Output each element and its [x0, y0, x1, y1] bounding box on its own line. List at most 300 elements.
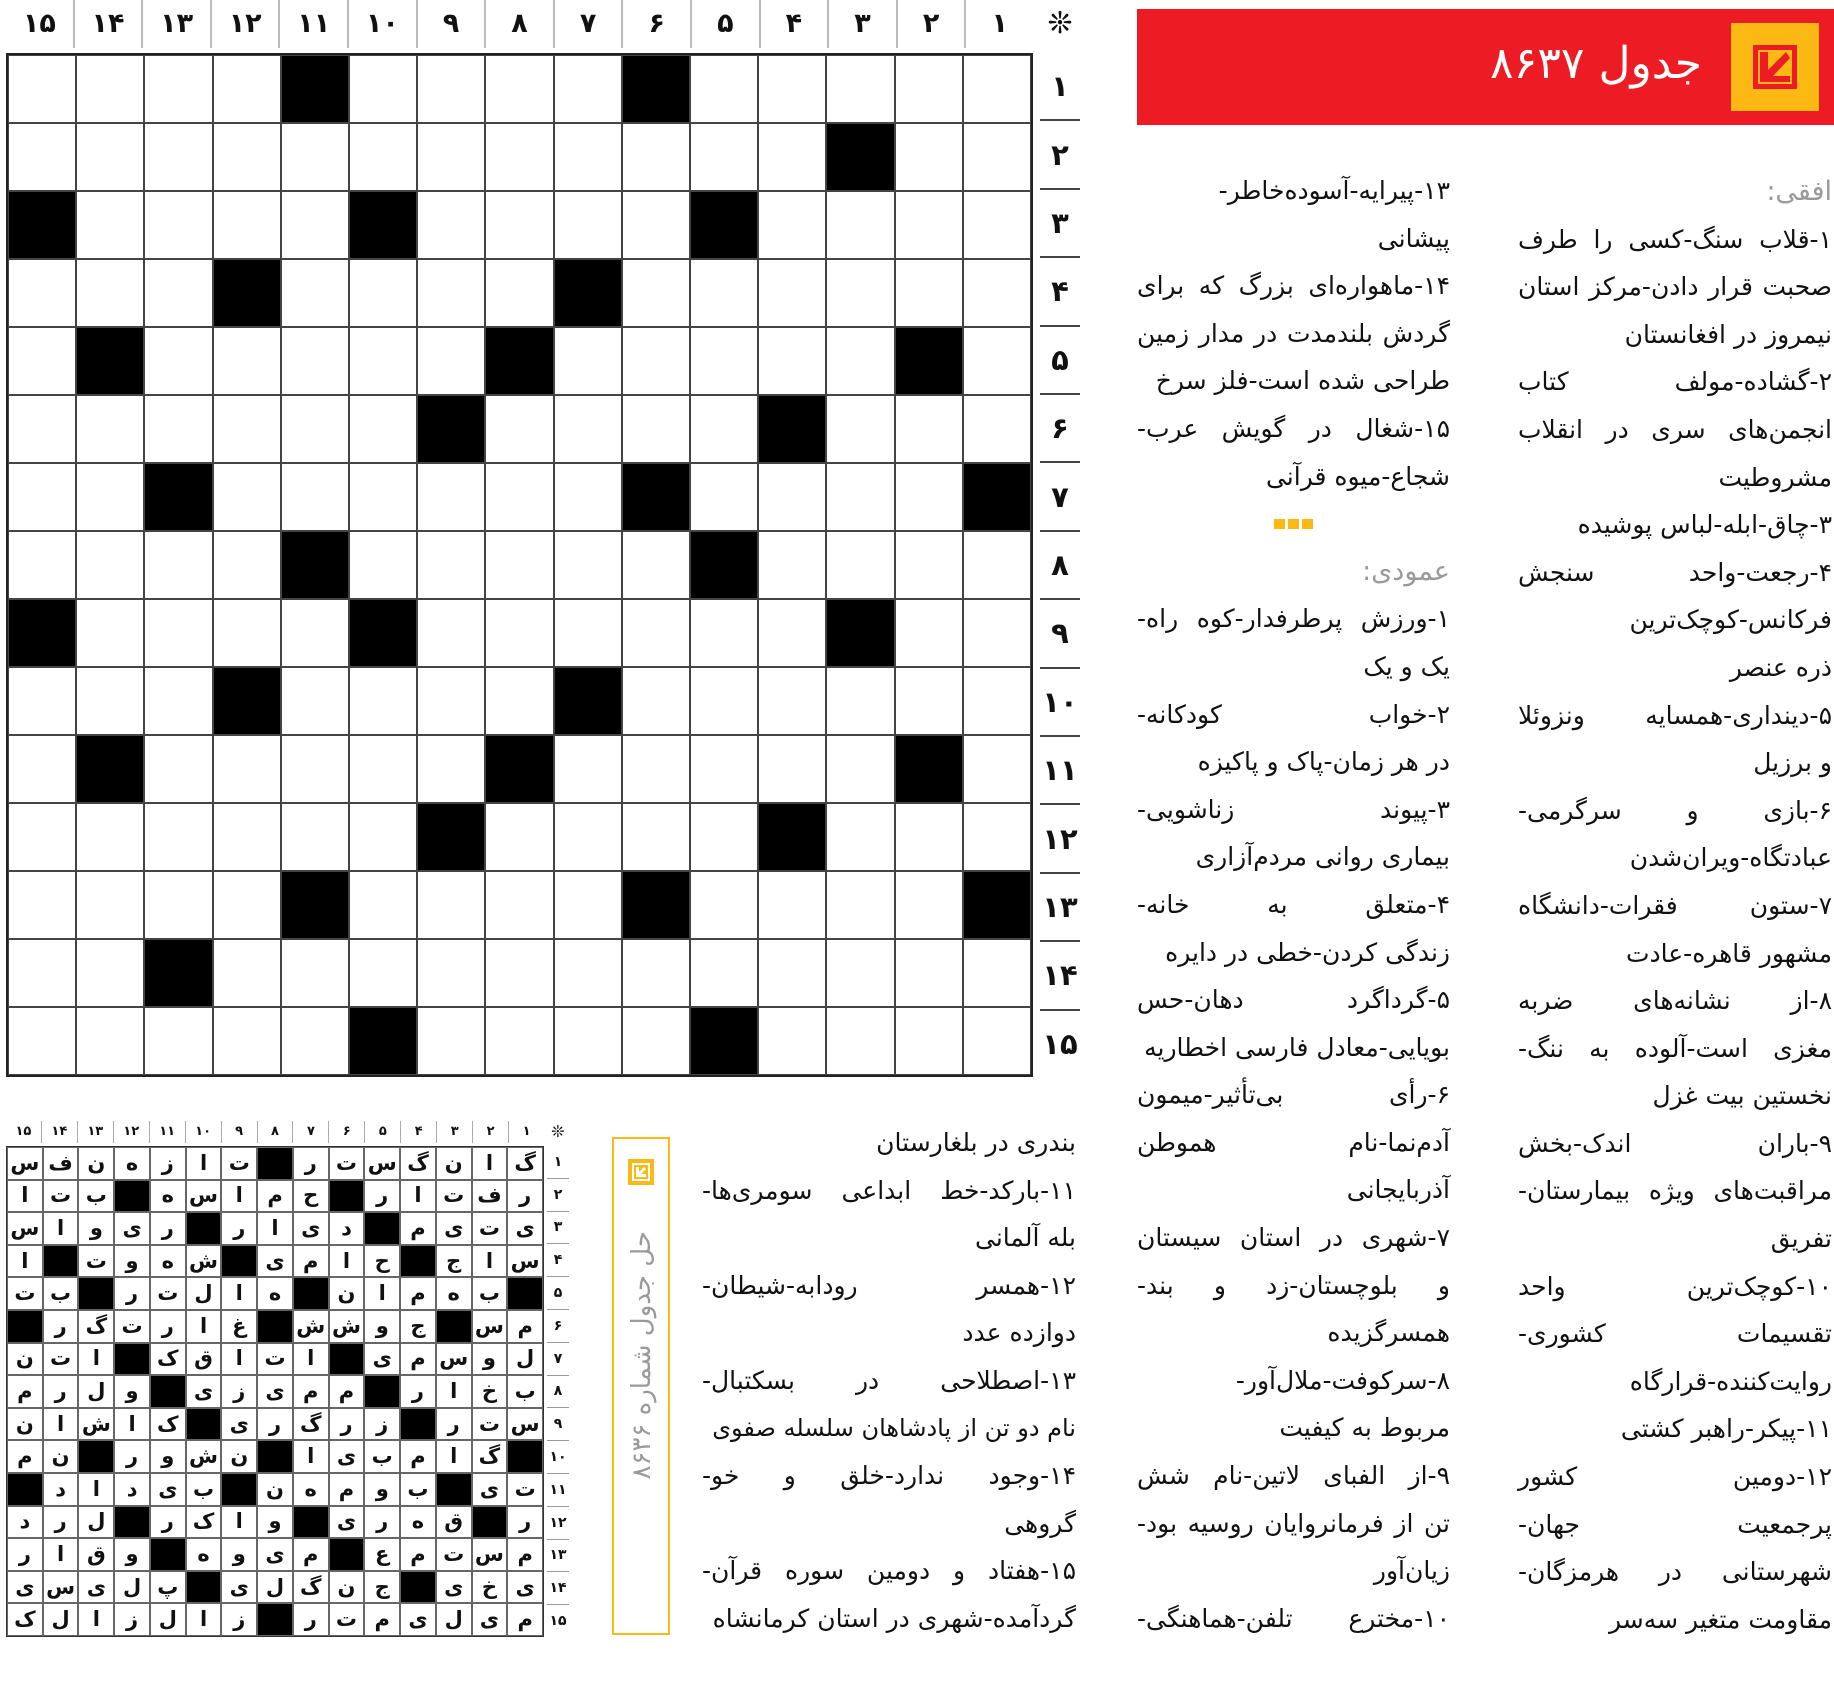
number-label: ۶ — [1040, 393, 1080, 461]
solution-block-cell — [78, 1277, 114, 1310]
solution-letter-cell: ق — [78, 1538, 114, 1571]
grid-empty-cell — [417, 531, 485, 599]
grid-empty-cell — [826, 55, 894, 123]
solution-letter-cell: و — [114, 1375, 150, 1408]
solution-letter-cell: ر — [436, 1408, 472, 1441]
solution-label: حل جدول شماره ۸۶۳۶ — [627, 1231, 657, 1480]
grid-empty-cell — [417, 123, 485, 191]
solution-letter-cell: ت — [436, 1180, 472, 1213]
grid-empty-cell — [690, 463, 758, 531]
solution-letter-cell: ا — [186, 1147, 222, 1180]
grid-empty-cell — [213, 191, 281, 259]
clue-down-13-line: نام دو تن از پادشاهان سلسله صفوی — [712, 1413, 1076, 1442]
clue-across-5-line: ۵-دینداری-همسایه ونزوئلا — [1518, 700, 1832, 730]
solution-letter-cell: ب — [43, 1277, 79, 1310]
solution-letter-cell: ه — [293, 1473, 329, 1506]
number-label: ۳ — [1040, 188, 1080, 256]
grid-empty-cell — [213, 599, 281, 667]
solution-letter-cell: ر — [293, 1603, 329, 1636]
solution-letter-cell: ر — [114, 1277, 150, 1310]
clue-down-8-line: ۸-سرکوفت-ملال‌آور- — [1235, 1365, 1450, 1395]
clue-across-13-line: پیشانی — [1377, 223, 1450, 253]
grid-empty-cell — [213, 939, 281, 1007]
solution-block-cell — [329, 1538, 365, 1571]
solution-letter-cell: ح — [364, 1245, 400, 1278]
solution-letter-cell: ق — [436, 1506, 472, 1539]
solution-block-cell — [150, 1375, 186, 1408]
grid-empty-cell — [690, 599, 758, 667]
grid-empty-cell — [622, 735, 690, 803]
number-label: ۲ — [472, 1121, 508, 1143]
clue-across-6-line: عبادتگاه-ویران‌شدن — [1629, 843, 1832, 873]
grid-empty-cell — [826, 939, 894, 1007]
solution-letter-cell: ک — [150, 1408, 186, 1441]
grid-empty-cell — [758, 1007, 826, 1075]
grid-empty-cell — [213, 463, 281, 531]
grid-empty-cell — [144, 123, 212, 191]
grid-empty-cell — [281, 667, 349, 735]
grid-empty-cell — [963, 327, 1031, 395]
solution-letter-cell: ج — [436, 1245, 472, 1278]
grid-empty-cell — [76, 463, 144, 531]
solution-letter-cell: ت — [329, 1147, 365, 1180]
solution-letter-cell: د — [329, 1212, 365, 1245]
solution-letter-cell: ن — [7, 1408, 43, 1441]
number-label: ۹ — [1040, 598, 1080, 666]
solution-letter-cell: ی — [78, 1571, 114, 1604]
clue-across-11-line: ۱۱-پیکر-راهبر کشتی — [1620, 1414, 1832, 1444]
grid-empty-cell — [895, 803, 963, 871]
solution-letter-cell: ا — [221, 1277, 257, 1310]
clue-across-7-line: مشهور قاهره-عادت — [1625, 938, 1832, 968]
grid-empty-cell — [963, 259, 1031, 327]
solution-letter-cell: و — [150, 1440, 186, 1473]
grid-empty-cell — [349, 123, 417, 191]
solution-letter-cell: ا — [400, 1180, 436, 1213]
grid-empty-cell — [213, 55, 281, 123]
number-label: ۱۵ — [22, 8, 56, 39]
grid-empty-cell — [213, 1007, 281, 1075]
solution-letter-cell: ع — [364, 1538, 400, 1571]
clue-across-13-line: ۱۳-پیرایه-آسوده‌خاطر- — [1218, 176, 1450, 205]
solution-letter-cell: ا — [78, 1473, 114, 1506]
solution-letter-cell: ن — [436, 1147, 472, 1180]
solution-letter-cell: د — [43, 1473, 79, 1506]
solution-block-cell — [364, 1212, 400, 1245]
solution-letter-cell: ت — [329, 1603, 365, 1636]
solution-block-cell — [114, 1506, 150, 1539]
solution-letter-cell: ن — [43, 1440, 79, 1473]
clue-down-3-line: ۳-پیوند زناشویی- — [1137, 794, 1450, 824]
grid-block-cell — [622, 463, 690, 531]
solution-block-cell — [186, 1212, 222, 1245]
number-label: ۴ — [547, 1243, 569, 1276]
grid-empty-cell — [554, 395, 622, 463]
grid-block-cell — [349, 191, 417, 259]
clue-across-2-line: انجمن‌های سری در انقلاب — [1518, 414, 1832, 444]
grid-block-cell — [690, 191, 758, 259]
grid-empty-cell — [417, 871, 485, 939]
solution-letter-cell: ا — [472, 1147, 508, 1180]
number-label: ۲ — [1040, 119, 1080, 187]
solution-letter-cell: ی — [293, 1212, 329, 1245]
solution-letter-cell: ت — [7, 1277, 43, 1310]
grid-empty-cell — [690, 803, 758, 871]
grid-empty-cell — [895, 463, 963, 531]
solution-letter-cell: ر — [114, 1440, 150, 1473]
clue-down-6-line: آدم‌نما-نام هموطن — [1137, 1127, 1450, 1157]
grid-empty-cell — [963, 803, 1031, 871]
solution-letter-cell: م — [293, 1245, 329, 1278]
grid-empty-cell — [281, 463, 349, 531]
grid-block-cell — [485, 327, 553, 395]
grid-block-cell — [622, 871, 690, 939]
number-label: ۱ — [553, 1153, 563, 1170]
solution-letter-cell: ت — [114, 1310, 150, 1343]
clue-down-13-line: ۱۳-اصطلاحی در بسکتبال- — [702, 1365, 1076, 1395]
solution-block-cell — [43, 1245, 79, 1278]
grid-empty-cell — [690, 123, 758, 191]
number-label: ۱۱ — [1040, 735, 1080, 803]
number-label: ۸ — [257, 1121, 293, 1143]
grid-empty-cell — [826, 871, 894, 939]
clue-down-7-line: و بلوچستان-زد و بند- — [1137, 1270, 1450, 1300]
solution-block-cell — [114, 1180, 150, 1213]
solution-letter-cell: ل — [507, 1343, 543, 1376]
solution-letter-cell: س — [436, 1343, 472, 1376]
clue-across-1-line: نیمروز در افغانستان — [1624, 319, 1832, 349]
clue-down-12-line: ۱۲-همسر رودابه-شیطان- — [702, 1270, 1076, 1300]
clue-across-12-line: پرجمعیت جهان- — [1518, 1509, 1832, 1539]
grid-empty-cell — [895, 123, 963, 191]
number-label: ۱۰ — [185, 1121, 221, 1143]
solution-block-cell — [507, 1440, 543, 1473]
clue-down-6-line: ۶-رأی بی‌تأثیر-میمون — [1137, 1080, 1450, 1110]
grid-empty-cell — [758, 531, 826, 599]
grid-empty-cell — [144, 871, 212, 939]
solution-letter-cell: م — [329, 1473, 365, 1506]
solution-letter-cell: ل — [436, 1603, 472, 1636]
across-heading: افقی: — [1766, 176, 1832, 207]
solution-block-cell — [400, 1408, 436, 1441]
solution-letter-cell: ر — [257, 1408, 293, 1441]
grid-empty-cell — [554, 463, 622, 531]
grid-empty-cell — [76, 599, 144, 667]
solution-letter-cell: م — [400, 1440, 436, 1473]
solution-letter-cell: م — [364, 1603, 400, 1636]
grid-empty-cell — [213, 531, 281, 599]
solution-letter-cell: ش — [293, 1310, 329, 1343]
grid-empty-cell — [554, 191, 622, 259]
grid-empty-cell — [758, 871, 826, 939]
grid-empty-cell — [554, 55, 622, 123]
solution-letter-cell: ق — [186, 1343, 222, 1376]
solution-letter-cell: م — [329, 1375, 365, 1408]
solution-letter-cell: ه — [186, 1538, 222, 1571]
grid-empty-cell — [213, 735, 281, 803]
grid-empty-cell — [417, 55, 485, 123]
separator-square — [1274, 519, 1285, 529]
grid-empty-cell — [213, 803, 281, 871]
solution-letter-cell: ا — [7, 1245, 43, 1278]
grid-empty-cell — [417, 667, 485, 735]
grid-empty-cell — [963, 191, 1031, 259]
grid-empty-cell — [76, 667, 144, 735]
grid-empty-cell — [485, 259, 553, 327]
grid-empty-cell — [895, 531, 963, 599]
grid-empty-cell — [963, 395, 1031, 463]
number-label: ۷ — [553, 0, 622, 48]
solution-letter-cell: ب — [400, 1473, 436, 1506]
grid-empty-cell — [963, 667, 1031, 735]
grid-empty-cell — [76, 939, 144, 1007]
solution-letter-cell: ر — [329, 1408, 365, 1441]
grid-block-cell — [76, 735, 144, 803]
grid-empty-cell — [281, 395, 349, 463]
solution-letter-cell: ن — [221, 1440, 257, 1473]
grid-empty-cell — [281, 1007, 349, 1075]
solution-letter-cell: س — [43, 1571, 79, 1604]
grid-block-cell — [758, 803, 826, 871]
clue-across-12-line: ۱۲-دومین کشور — [1518, 1462, 1832, 1492]
grid-empty-cell — [895, 1007, 963, 1075]
solution-block-cell — [293, 1506, 329, 1539]
grid-empty-cell — [417, 939, 485, 1007]
grid-block-cell — [622, 55, 690, 123]
clue-across-14-line: گردش بلندمدت در مدار زمین — [1137, 318, 1450, 348]
clue-down-5-line: بویایی-معادل فارسی اخطاریه — [1144, 1032, 1450, 1062]
solution-letter-cell: د — [7, 1506, 43, 1539]
solution-letter-cell: گ — [507, 1147, 543, 1180]
solution-letter-cell: ر — [221, 1212, 257, 1245]
solution-letter-cell: ر — [150, 1310, 186, 1343]
solution-block-cell — [7, 1473, 43, 1506]
solution-letter-cell: م — [293, 1538, 329, 1571]
grid-empty-cell — [485, 55, 553, 123]
solution-letter-cell: ش — [78, 1408, 114, 1441]
solution-block-cell — [221, 1245, 257, 1278]
grid-block-cell — [417, 803, 485, 871]
grid-empty-cell — [758, 735, 826, 803]
grid-empty-cell — [8, 871, 76, 939]
grid-empty-cell — [417, 599, 485, 667]
grid-block-cell — [826, 123, 894, 191]
grid-empty-cell — [690, 327, 758, 395]
solution-letter-cell: ت — [507, 1473, 543, 1506]
clue-down-12-line: دوازده عدد — [962, 1318, 1076, 1348]
clue-down-1-line: ۱-ورزش پرطرفدار-کوه راه- — [1137, 604, 1450, 634]
grid-empty-cell — [349, 803, 417, 871]
solution-letter-cell: ن — [329, 1277, 365, 1310]
grid-row-numbers — [1040, 53, 1080, 1077]
solution-letter-cell: ت — [78, 1245, 114, 1278]
solution-letter-cell: ی — [472, 1603, 508, 1636]
grid-empty-cell — [281, 191, 349, 259]
solution-letter-cell: ل — [43, 1603, 79, 1636]
crossword-grid — [6, 53, 1033, 1077]
solution-letter-cell: ا — [221, 1506, 257, 1539]
solution-letter-cell: ت — [221, 1147, 257, 1180]
solution-block-cell — [329, 1343, 365, 1376]
solution-letter-cell: پ — [150, 1571, 186, 1604]
solution-letter-cell: س — [472, 1310, 508, 1343]
solution-letter-cell: ن — [329, 1571, 365, 1604]
grid-empty-cell — [554, 939, 622, 1007]
solution-block-cell — [293, 1277, 329, 1310]
solution-letter-cell: ز — [150, 1147, 186, 1180]
grid-empty-cell — [554, 599, 622, 667]
grid-empty-cell — [213, 871, 281, 939]
grid-empty-cell — [485, 123, 553, 191]
grid-empty-cell — [281, 259, 349, 327]
clue-across-15-line: ۱۵-شغال در گویش عرب- — [1137, 413, 1450, 443]
grid-column-numbers — [6, 0, 1033, 48]
clue-across-10-line: تقسیمات کشوری- — [1518, 1319, 1832, 1349]
grid-block-cell — [144, 463, 212, 531]
grid-empty-cell — [8, 939, 76, 1007]
grid-block-cell — [144, 939, 212, 1007]
grid-empty-cell — [144, 667, 212, 735]
clue-down-15-line: گردآمده-شهری در استان کرمانشاه — [712, 1603, 1076, 1633]
solution-letter-cell: ر — [43, 1375, 79, 1408]
solution-letter-cell: ج — [400, 1310, 436, 1343]
clue-down-10-line: ۱۰-مخترع تلفن-هماهنگی- — [1137, 1603, 1450, 1633]
grid-empty-cell — [144, 803, 212, 871]
puzzle-header-bar — [1137, 9, 1834, 125]
solution-letter-cell: ک — [186, 1506, 222, 1539]
number-label: ۹ — [416, 0, 485, 48]
grid-empty-cell — [76, 55, 144, 123]
grid-block-cell — [758, 395, 826, 463]
solution-letter-cell: ی — [114, 1212, 150, 1245]
grid-empty-cell — [963, 1007, 1031, 1075]
solution-letter-cell: گ — [472, 1440, 508, 1473]
solution-letter-cell: غ — [221, 1310, 257, 1343]
solution-letter-cell: م — [293, 1375, 329, 1408]
solution-letter-cell: خ — [472, 1571, 508, 1604]
clue-down-11-line: بله آلمانی — [974, 1223, 1076, 1253]
grid-empty-cell — [895, 55, 963, 123]
grid-empty-cell — [8, 395, 76, 463]
solution-letter-cell: م — [400, 1343, 436, 1376]
grid-block-cell — [963, 463, 1031, 531]
solution-letter-cell: س — [186, 1180, 222, 1213]
solution-letter-cell: ا — [436, 1375, 472, 1408]
number-label: ۱۵ — [15, 1124, 32, 1139]
grid-empty-cell — [417, 463, 485, 531]
solution-letter-cell: ا — [364, 1277, 400, 1310]
clue-down-1-line: یک و یک — [1363, 651, 1450, 681]
solution-block-cell — [257, 1147, 293, 1180]
grid-empty-cell — [690, 259, 758, 327]
solution-letter-cell: ش — [186, 1440, 222, 1473]
solution-block-cell — [114, 1343, 150, 1376]
solution-letter-cell: ر — [293, 1147, 329, 1180]
grid-empty-cell — [76, 191, 144, 259]
grid-empty-cell — [8, 463, 76, 531]
grid-empty-cell — [622, 1007, 690, 1075]
solution-grid — [6, 1146, 544, 1637]
solution-letter-cell: م — [507, 1310, 543, 1343]
solution-letter-cell: ر — [150, 1212, 186, 1245]
grid-empty-cell — [417, 1007, 485, 1075]
grid-empty-cell — [485, 395, 553, 463]
solution-letter-cell: ا — [293, 1343, 329, 1376]
clue-across-15-line: شجاع-میوه قرآنی — [1265, 461, 1450, 491]
clue-across-8-line: ۸-از نشانه‌های ضربه — [1518, 986, 1832, 1016]
grid-block-cell — [213, 667, 281, 735]
grid-empty-cell — [622, 531, 690, 599]
clue-down-4-line: زندگی کردن-خطی در دایره — [1165, 937, 1450, 967]
grid-block-cell — [349, 599, 417, 667]
number-label: ۱۵ — [1040, 1009, 1080, 1077]
solution-letter-cell: ب — [472, 1277, 508, 1310]
number-label: ۸ — [547, 1375, 569, 1408]
grid-empty-cell — [758, 463, 826, 531]
grid-empty-cell — [349, 327, 417, 395]
number-label: ۱۳ — [77, 1121, 113, 1143]
grid-empty-cell — [8, 327, 76, 395]
clue-down-8-line: مربوط به کیفیت — [1279, 1413, 1450, 1443]
grid-empty-cell — [895, 259, 963, 327]
solution-letter-cell: ش — [186, 1245, 222, 1278]
solution-letter-cell: م — [7, 1440, 43, 1473]
solution-letter-cell: ک — [150, 1343, 186, 1376]
solution-letter-cell: ی — [150, 1473, 186, 1506]
solution-letter-cell: ل — [78, 1375, 114, 1408]
clue-across-10-line: روایت‌کننده-قرارگاه — [1629, 1366, 1832, 1396]
solution-letter-cell: ی — [221, 1408, 257, 1441]
separator-square — [1288, 519, 1299, 529]
solution-letter-cell: ت — [472, 1212, 508, 1245]
grid-empty-cell — [622, 803, 690, 871]
clue-down-11-line: ۱۱-بارکد-خط ابداعی سومری‌ها- — [702, 1175, 1076, 1205]
solution-letter-cell: ه — [150, 1245, 186, 1278]
solution-letter-cell: م — [7, 1375, 43, 1408]
solution-letter-cell: م — [507, 1603, 543, 1636]
grid-empty-cell — [76, 1007, 144, 1075]
grid-empty-cell — [895, 395, 963, 463]
solution-letter-cell: ا — [329, 1245, 365, 1278]
grid-empty-cell — [622, 123, 690, 191]
solution-letter-cell: ا — [221, 1180, 257, 1213]
solution-letter-cell: ا — [221, 1343, 257, 1376]
grid-empty-cell — [690, 55, 758, 123]
solution-letter-cell: ی — [436, 1571, 472, 1604]
clue-down-14-line: گروهی — [1004, 1508, 1076, 1538]
solution-letter-cell: ه — [400, 1506, 436, 1539]
grid-empty-cell — [554, 735, 622, 803]
clue-down-5-line: ۵-گرداگرد دهان-حس — [1137, 985, 1450, 1015]
solution-letter-cell: ر — [43, 1506, 79, 1539]
grid-empty-cell — [826, 1007, 894, 1075]
number-label: ۱۰ — [547, 1440, 569, 1473]
solution-block-cell — [472, 1506, 508, 1539]
solution-block-cell — [257, 1440, 293, 1473]
grid-empty-cell — [76, 259, 144, 327]
number-label: ۵ — [547, 1276, 569, 1309]
solution-letter-cell: ز — [221, 1375, 257, 1408]
solution-letter-cell: ش — [329, 1310, 365, 1343]
solution-letter-cell: ا — [186, 1310, 222, 1343]
solution-block-cell — [329, 1180, 365, 1213]
clue-across-12-line: مقاومت متغیر سه‌سر — [1609, 1604, 1832, 1634]
solution-letter-cell: م — [507, 1538, 543, 1571]
grid-empty-cell — [758, 259, 826, 327]
solution-letter-cell: ف — [43, 1147, 79, 1180]
grid-empty-cell — [281, 939, 349, 1007]
clue-down-4-line: ۴-متعلق به خانه- — [1137, 889, 1450, 919]
